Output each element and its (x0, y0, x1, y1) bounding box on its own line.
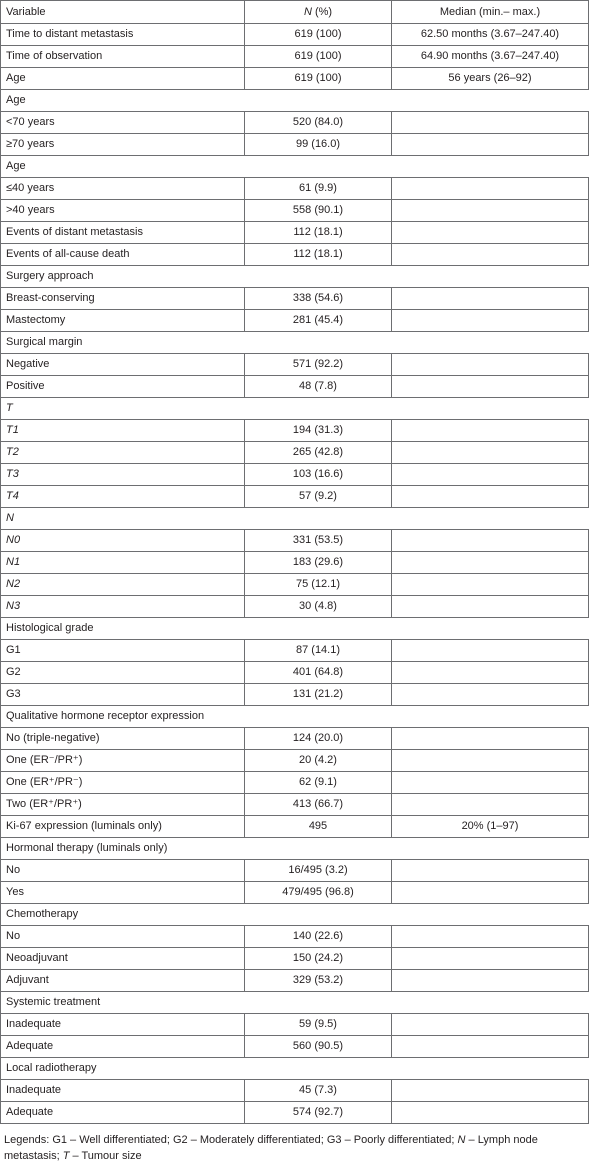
row-label (1, 244, 245, 266)
table-group-row (1, 992, 589, 1014)
table-row (1, 1080, 589, 1102)
row-n-value: 520 (84.0) (245, 112, 392, 134)
table-row (1, 816, 589, 838)
row-label-text: Events of all-cause death (6, 248, 130, 260)
group-label-text: Systemic treatment (6, 996, 101, 1008)
row-median-value (392, 222, 589, 244)
row-label (1, 728, 245, 750)
row-label (1, 112, 245, 134)
table-row (1, 926, 589, 948)
row-median-value (392, 772, 589, 794)
row-n-value: 16/495 (3.2) (245, 860, 392, 882)
row-label-text: Adjuvant (6, 974, 49, 986)
row-label (1, 816, 245, 838)
row-median-value (392, 860, 589, 882)
row-label-text: N3 (6, 600, 21, 612)
table-group-row (1, 266, 589, 288)
table-row (1, 68, 589, 90)
row-median-value (392, 200, 589, 222)
group-label-text: T (6, 402, 13, 414)
row-median-value: 56 years (26–92) (392, 68, 589, 90)
table-row (1, 1014, 589, 1036)
table-row (1, 640, 589, 662)
row-median-value (392, 1014, 589, 1036)
row-label (1, 596, 245, 618)
legend-prefix: Legends: G1 – Well differentiated; G2 – Moderately differentiated; G3 – Poorly differentiated; (4, 1134, 458, 1146)
group-label-text: Surgery approach (6, 270, 94, 282)
table-row (1, 948, 589, 970)
group-label (1, 156, 589, 178)
row-label-text: One (ER⁺/PR⁻) (6, 776, 83, 788)
table-row (1, 442, 589, 464)
row-median-value (392, 574, 589, 596)
row-label-text: G3 (6, 688, 21, 700)
row-median-value (392, 134, 589, 156)
row-label (1, 1014, 245, 1036)
row-n-value: 331 (53.5) (245, 530, 392, 552)
row-median-value: 62.50 months (3.67–247.40) (392, 24, 589, 46)
row-n-value: 574 (92.7) (245, 1102, 392, 1124)
table-group-row (1, 508, 589, 530)
row-n-value: 560 (90.5) (245, 1036, 392, 1058)
row-n-value: 413 (66.7) (245, 794, 392, 816)
row-n-value: 479/495 (96.8) (245, 882, 392, 904)
row-n-value: 619 (100) (245, 68, 392, 90)
legend-middle: – Lymph node metastasis; (4, 1134, 538, 1162)
row-n-value: 75 (12.1) (245, 574, 392, 596)
row-n-value: 495 (245, 816, 392, 838)
row-label (1, 794, 245, 816)
row-n-value: 59 (9.5) (245, 1014, 392, 1036)
row-median-value (392, 420, 589, 442)
row-n-value: 124 (20.0) (245, 728, 392, 750)
table-group-row (1, 838, 589, 860)
row-median-value (392, 750, 589, 772)
table-row (1, 354, 589, 376)
row-n-value: 103 (16.6) (245, 464, 392, 486)
row-label (1, 310, 245, 332)
row-label-text: Time to distant metastasis (6, 28, 134, 40)
table-row (1, 112, 589, 134)
row-label-text: N1 (6, 556, 21, 568)
group-label (1, 618, 589, 640)
table-row (1, 222, 589, 244)
row-label-text: Breast-conserving (6, 292, 95, 304)
row-median-value (392, 464, 589, 486)
row-label-text: G2 (6, 666, 21, 678)
group-label-text: N (6, 512, 14, 524)
row-median-value (392, 112, 589, 134)
row-n-value: 61 (9.9) (245, 178, 392, 200)
row-label (1, 464, 245, 486)
row-median-value (392, 640, 589, 662)
row-label-text: One (ER⁻/PR⁺) (6, 754, 83, 766)
row-label-text: Yes (6, 886, 24, 898)
table-row (1, 882, 589, 904)
row-n-value: 30 (4.8) (245, 596, 392, 618)
row-label (1, 860, 245, 882)
row-median-value (392, 926, 589, 948)
group-label-text: Age (6, 160, 26, 172)
row-median-value (392, 178, 589, 200)
row-n-value: 265 (42.8) (245, 442, 392, 464)
row-label-text: No (triple-negative) (6, 732, 100, 744)
row-label-text: Inadequate (6, 1084, 62, 1096)
table-row (1, 794, 589, 816)
row-label (1, 684, 245, 706)
row-label (1, 662, 245, 684)
row-label (1, 200, 245, 222)
table-group-row (1, 618, 589, 640)
row-label (1, 552, 245, 574)
legend-t-letter: T (62, 1150, 70, 1162)
row-median-value: 64.90 months (3.67–247.40) (392, 46, 589, 68)
row-label (1, 376, 245, 398)
row-label (1, 948, 245, 970)
group-label (1, 1058, 589, 1080)
header-n-letter: N (303, 6, 312, 18)
table-row (1, 244, 589, 266)
row-median-value (392, 486, 589, 508)
table-legend (4, 1132, 579, 1164)
row-n-value: 99 (16.0) (245, 134, 392, 156)
row-median-value (392, 662, 589, 684)
row-label-text: ≥70 years (6, 138, 55, 150)
row-n-value: 20 (4.2) (245, 750, 392, 772)
table-row (1, 24, 589, 46)
row-label-text: Age (6, 72, 26, 84)
row-n-value: 619 (100) (245, 46, 392, 68)
table-row (1, 46, 589, 68)
row-n-value: 131 (21.2) (245, 684, 392, 706)
row-median-value (392, 596, 589, 618)
table-row (1, 860, 589, 882)
row-label (1, 926, 245, 948)
row-median-value (392, 442, 589, 464)
table-row (1, 662, 589, 684)
row-label-text: Adequate (6, 1106, 54, 1118)
row-n-value: 281 (45.4) (245, 310, 392, 332)
table-row (1, 772, 589, 794)
row-label-text: Adequate (6, 1040, 54, 1052)
table-row (1, 178, 589, 200)
row-n-value: 150 (24.2) (245, 948, 392, 970)
header-variable: Variable (1, 1, 245, 24)
row-label (1, 68, 245, 90)
table-row (1, 750, 589, 772)
table-row (1, 464, 589, 486)
table-row (1, 596, 589, 618)
row-n-value: 87 (14.1) (245, 640, 392, 662)
row-label (1, 970, 245, 992)
legend-suffix: – Tumour size (69, 1150, 142, 1162)
row-label-text: Mastectomy (6, 314, 66, 326)
header-n-suffix: (%) (311, 6, 333, 18)
row-median-value (392, 310, 589, 332)
row-n-value: 62 (9.1) (245, 772, 392, 794)
row-label-text: G1 (6, 644, 21, 656)
table-row (1, 420, 589, 442)
table-group-row (1, 398, 589, 420)
table-row (1, 574, 589, 596)
row-median-value (392, 882, 589, 904)
row-label-text: Ki-67 expression (luminals only) (6, 820, 162, 832)
table-row (1, 288, 589, 310)
table-row (1, 134, 589, 156)
table-row (1, 376, 589, 398)
row-n-value: 571 (92.2) (245, 354, 392, 376)
row-n-value: 183 (29.6) (245, 552, 392, 574)
group-label (1, 266, 589, 288)
row-label-text: Positive (6, 380, 45, 392)
header-median: Median (min.– max.) (392, 1, 589, 24)
group-label (1, 90, 589, 112)
row-median-value (392, 244, 589, 266)
row-median-value (392, 288, 589, 310)
group-label (1, 508, 589, 530)
row-median-value (392, 948, 589, 970)
table-header-row (1, 1, 589, 24)
row-n-value: 45 (7.3) (245, 1080, 392, 1102)
row-label (1, 1102, 245, 1124)
row-n-value: 140 (22.6) (245, 926, 392, 948)
row-label (1, 486, 245, 508)
row-label (1, 1036, 245, 1058)
row-label (1, 640, 245, 662)
row-label (1, 882, 245, 904)
row-label-text: Inadequate (6, 1018, 62, 1030)
table-group-row (1, 1058, 589, 1080)
table-group-row (1, 332, 589, 354)
table-row (1, 530, 589, 552)
row-label-text: T3 (6, 468, 19, 480)
table-row (1, 310, 589, 332)
group-label (1, 706, 589, 728)
row-median-value (392, 376, 589, 398)
row-label-text: N2 (6, 578, 21, 590)
row-median-value (392, 1102, 589, 1124)
table-row (1, 970, 589, 992)
header-n (245, 1, 392, 24)
row-label (1, 46, 245, 68)
row-n-value: 112 (18.1) (245, 244, 392, 266)
row-label (1, 420, 245, 442)
group-label (1, 992, 589, 1014)
row-label (1, 24, 245, 46)
group-label-text: Hormonal therapy (luminals only) (6, 842, 168, 854)
group-label-text: Local radiotherapy (6, 1062, 97, 1074)
row-label (1, 134, 245, 156)
group-label (1, 332, 589, 354)
row-median-value (392, 1080, 589, 1102)
row-label (1, 750, 245, 772)
row-median-value (392, 552, 589, 574)
table-row (1, 552, 589, 574)
row-median-value (392, 684, 589, 706)
row-label-text: N0 (6, 534, 21, 546)
table-row (1, 486, 589, 508)
row-median-value (392, 728, 589, 750)
row-label-text: T1 (6, 424, 19, 436)
row-n-value: 112 (18.1) (245, 222, 392, 244)
row-n-value: 194 (31.3) (245, 420, 392, 442)
group-label (1, 398, 589, 420)
group-label-text: Surgical margin (6, 336, 83, 348)
row-label-text: >40 years (6, 204, 55, 216)
row-n-value: 619 (100) (245, 24, 392, 46)
table-row (1, 1036, 589, 1058)
group-label-text: Chemotherapy (6, 908, 79, 920)
row-label-text: ≤40 years (6, 182, 55, 194)
row-label-text: Events of distant metastasis (6, 226, 143, 238)
row-median-value (392, 530, 589, 552)
row-n-value: 57 (9.2) (245, 486, 392, 508)
row-n-value: 338 (54.6) (245, 288, 392, 310)
row-label-text: Negative (6, 358, 50, 370)
row-label (1, 1080, 245, 1102)
row-label (1, 222, 245, 244)
table-row (1, 200, 589, 222)
row-label (1, 288, 245, 310)
row-n-value: 558 (90.1) (245, 200, 392, 222)
row-label (1, 530, 245, 552)
table-row (1, 684, 589, 706)
legend-n-letter: N (457, 1134, 466, 1146)
group-label (1, 838, 589, 860)
group-label-text: Histological grade (6, 622, 94, 634)
row-n-value: 401 (64.8) (245, 662, 392, 684)
row-label (1, 442, 245, 464)
table-group-row (1, 706, 589, 728)
row-n-value: 48 (7.8) (245, 376, 392, 398)
row-label-text: <70 years (6, 116, 55, 128)
table-group-row (1, 156, 589, 178)
row-label-text: Time of observation (6, 50, 103, 62)
row-label (1, 574, 245, 596)
table-group-row (1, 904, 589, 926)
row-label-text: Two (ER⁺/PR⁺) (6, 798, 82, 810)
row-label (1, 178, 245, 200)
row-median-value: 20% (1–97) (392, 816, 589, 838)
row-label-text: Neoadjuvant (6, 952, 68, 964)
row-n-value: 329 (53.2) (245, 970, 392, 992)
table-group-row (1, 90, 589, 112)
row-median-value (392, 970, 589, 992)
group-label (1, 904, 589, 926)
row-label (1, 354, 245, 376)
row-label-text: No (6, 864, 21, 876)
row-median-value (392, 1036, 589, 1058)
table-body (1, 24, 589, 1124)
row-label-text: T4 (6, 490, 19, 502)
row-median-value (392, 794, 589, 816)
table-row (1, 728, 589, 750)
row-label-text: No (6, 930, 21, 942)
row-label (1, 772, 245, 794)
group-label-text: Qualitative hormone receptor expression (6, 710, 205, 722)
table-row (1, 1102, 589, 1124)
group-label-text: Age (6, 94, 26, 106)
row-label-text: T2 (6, 446, 19, 458)
row-median-value (392, 354, 589, 376)
